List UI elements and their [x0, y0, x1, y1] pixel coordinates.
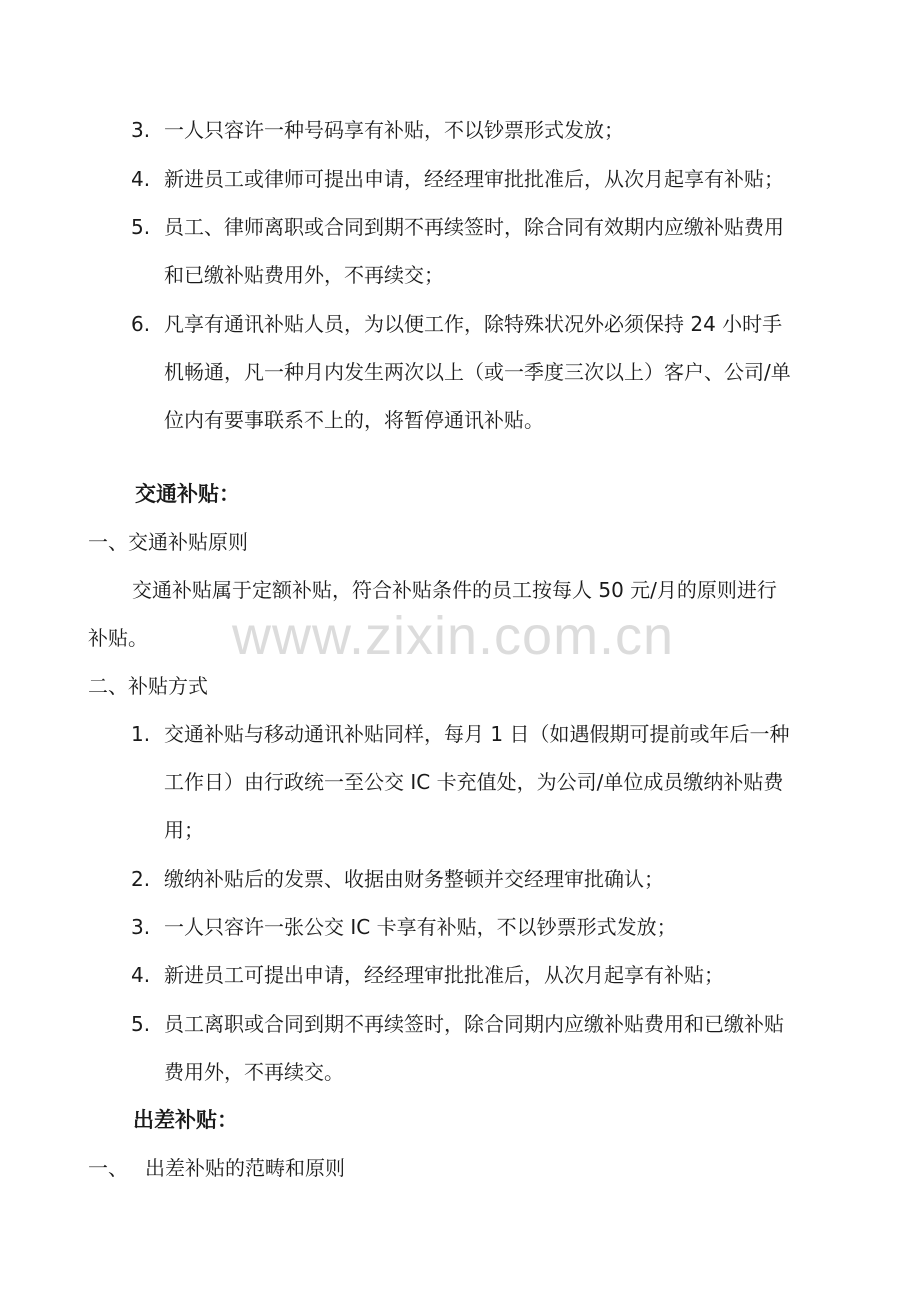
- paragraph-line: 交通补贴属于定额补贴，符合补贴条件的员工按每人 50 元/月的原则进行: [132, 578, 777, 602]
- list-item-number: 5.: [131, 1012, 151, 1036]
- list-item-number: 4.: [131, 963, 151, 987]
- list-item-text: 机畅通，凡一种月内发生两次以上（或一季度三次以上）客户、公司/单: [164, 360, 791, 384]
- list-item-number: 3.: [131, 118, 151, 142]
- list-item-number: 1.: [131, 722, 151, 746]
- section-heading: 交通补贴：: [135, 482, 240, 506]
- list-item-text: 一人只容许一种号码享有补贴，不以钞票形式发放；: [164, 118, 624, 142]
- list-item-number: 2.: [131, 867, 151, 891]
- paragraph-line: 补贴。: [88, 626, 148, 650]
- list-item-text: 费用外，不再续交。: [164, 1060, 344, 1084]
- section-heading: 出差补贴：: [133, 1108, 238, 1132]
- list-item-text: 员工、律师离职或合同到期不再续签时，除合同有效期内应缴补贴费用: [164, 215, 784, 239]
- list-item-number: 6.: [131, 312, 151, 336]
- list-item-text: 工作日）由行政统一至公交 IC 卡充值处，为公司/单位成员缴纳补贴费: [164, 770, 784, 794]
- section-title: 一、交通补贴原则: [88, 530, 248, 554]
- list-item-number: 4.: [131, 167, 151, 191]
- list-item-text: 位内有要事联系不上的，将暂停通讯补贴。: [164, 408, 544, 432]
- list-item-text: 新进员工可提出申请，经经理审批批准后，从次月起享有补贴；: [164, 963, 724, 987]
- list-item-text: 一人只容许一张公交 IC 卡享有补贴，不以钞票形式发放；: [164, 915, 677, 939]
- list-item-text: 用；: [164, 818, 204, 842]
- section-title: 出差补贴的范畴和原则: [145, 1156, 345, 1180]
- list-item-number: 3.: [131, 915, 151, 939]
- watermark: www.zixin.com.cn: [232, 606, 675, 666]
- list-item-text: 和已缴补贴费用外，不再续交；: [164, 263, 444, 287]
- list-item-text: 凡享有通讯补贴人员，为以便工作，除特殊状况外必须保持 24 小时手: [164, 312, 783, 336]
- list-item-text: 员工离职或合同到期不再续签时，除合同期内应缴补贴费用和已缴补贴: [164, 1012, 784, 1036]
- section-title: 二、补贴方式: [88, 674, 208, 698]
- list-item-text: 交通补贴与移动通讯补贴同样，每月 1 日（如遇假期可提前或年后一种: [164, 722, 790, 746]
- section-number: 一、: [88, 1156, 128, 1180]
- list-item-number: 5.: [131, 215, 151, 239]
- list-item-text: 新进员工或律师可提出申请，经经理审批批准后，从次月起享有补贴；: [164, 167, 784, 191]
- list-item-text: 缴纳补贴后的发票、收据由财务整顿并交经理审批确认；: [164, 867, 664, 891]
